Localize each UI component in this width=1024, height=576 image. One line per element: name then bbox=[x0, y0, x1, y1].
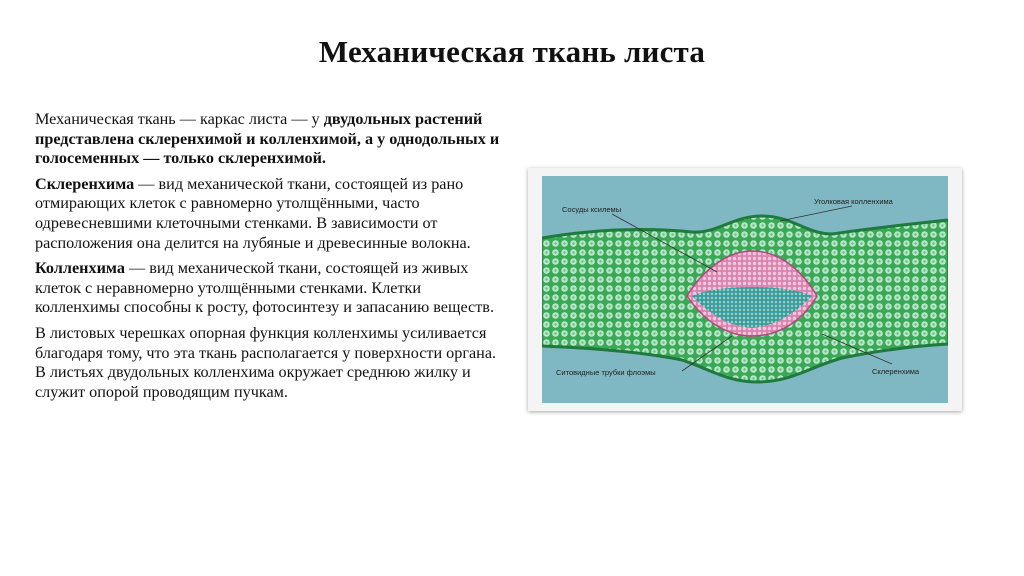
sclerenchyma-definition: — вид механической ткани, состоящей из рано отмирающих клеток с равномерно утолщёнными, часто одревесневшими клеточными стенками. В зависимости от расположения она делится на лубяные и древесинные волокна. bbox=[35, 174, 471, 252]
intro-line: Механическая ткань — каркас листа — у bbox=[35, 110, 320, 128]
collenchyma-definition: — вид механической ткани, состоящей из живых клеток с неравномерно утолщёнными стенками. Клетки колленхимы способны к росту, фотосинтезу и запасанию веществ. bbox=[35, 259, 494, 317]
leaf-cross-section-image bbox=[542, 176, 948, 403]
label-xylem: Сосуды ксилемы bbox=[562, 205, 622, 214]
paragraph-sclerenchyma bbox=[35, 175, 505, 253]
paragraph-petioles bbox=[35, 324, 505, 402]
label-collenchyma: Уголковая колленхима bbox=[814, 197, 893, 206]
body-text bbox=[35, 110, 505, 408]
term-collenchyma: Колленхима bbox=[35, 259, 125, 278]
label-sieve: Ситовидные трубки флоэмы bbox=[556, 368, 656, 377]
paragraph-collenchyma bbox=[35, 259, 505, 318]
label-sclerenchyma: Склеренхима bbox=[872, 367, 920, 376]
term-sclerenchyma: Склеренхима bbox=[35, 174, 135, 193]
slide-title: Механическая ткань листа bbox=[318, 34, 706, 69]
petioles-text: В листовых черешках опорная функция колленхимы усиливается благодаря тому, что эта ткань располагается у поверхности органа. В листьях двудольных колленхима окружает среднюю жилку и служит опорой проводящим пучкам. bbox=[35, 323, 497, 401]
paragraph-intro bbox=[35, 110, 505, 169]
intro-bold: двудольных растений представлена склеренхимой и колленхимой, а у однодольных и голосеменных — только склеренхимой. bbox=[35, 110, 500, 168]
leaf-cross-section-figure bbox=[528, 168, 962, 411]
